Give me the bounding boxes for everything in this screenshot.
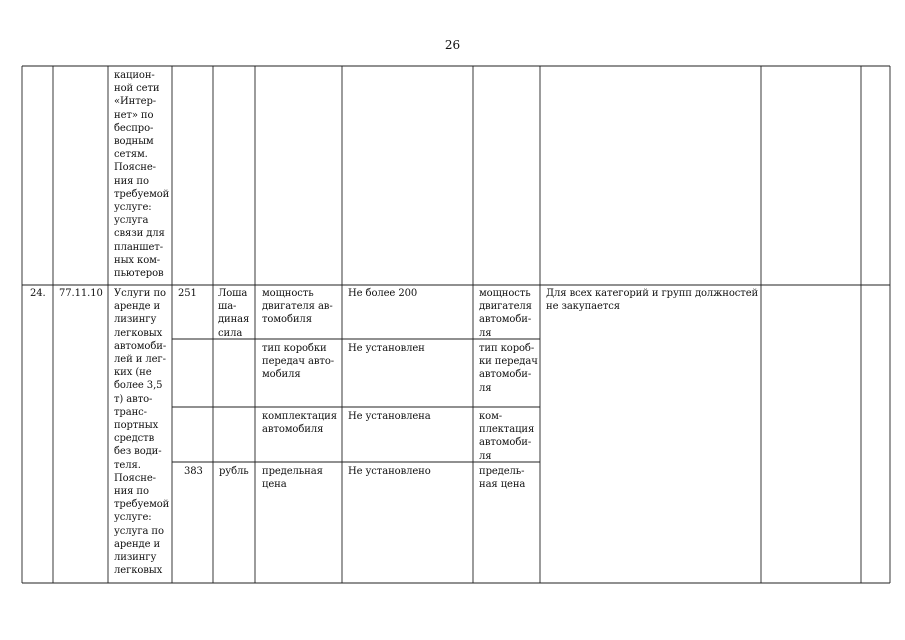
row-number: 24.: [30, 288, 46, 299]
characteristic-value: Не установлена: [348, 411, 431, 422]
characteristic-name-2: предель- ная цена: [479, 466, 526, 491]
service-name: Услуги по аренде и лизингу легковых автомоби- лей и лег- ких (не более 3,5 т) авто- транс- портных средств без води- теля. Поясне- ния по требуемой услуге: услуга по аренде и лизингу легковых: [114, 288, 170, 577]
characteristic-name: комплектация автомобиля: [262, 411, 337, 436]
characteristic-name: тип коробки передач авто- мобиля: [262, 343, 335, 381]
unit-name: рубль: [219, 466, 249, 477]
unit-name: Лоша ша- диная сила: [218, 288, 250, 339]
characteristic-name-2: мощность двигателя автомоби- ля: [479, 288, 532, 339]
okpd-code: 77.11.10: [59, 288, 103, 299]
characteristic-name: предельная цена: [262, 466, 323, 491]
characteristic-value: Не более 200: [348, 288, 418, 299]
characteristic-name-2: тип короб- ки передач автомоби- ля: [479, 343, 538, 394]
characteristic-name-2: ком- плектация автомоби- ля: [479, 411, 535, 462]
service-name-continued: кацион- ной сети «Интер- нет» по беспро- водным сетям. Поясне- ния по требуемой услуге: услуга связи для планшет- ных ком- пьютеров: [114, 70, 170, 280]
characteristic-name: мощность двигателя ав- томобиля: [262, 288, 333, 326]
characteristic-value: Не установлено: [348, 466, 431, 477]
characteristic-value: Не установлен: [348, 343, 425, 354]
page-number: 26: [444, 38, 461, 52]
procurement-note: Для всех категорий и групп должностей не закупается: [546, 288, 759, 313]
okei-code: 383: [184, 466, 203, 477]
okei-code: 251: [178, 288, 197, 299]
